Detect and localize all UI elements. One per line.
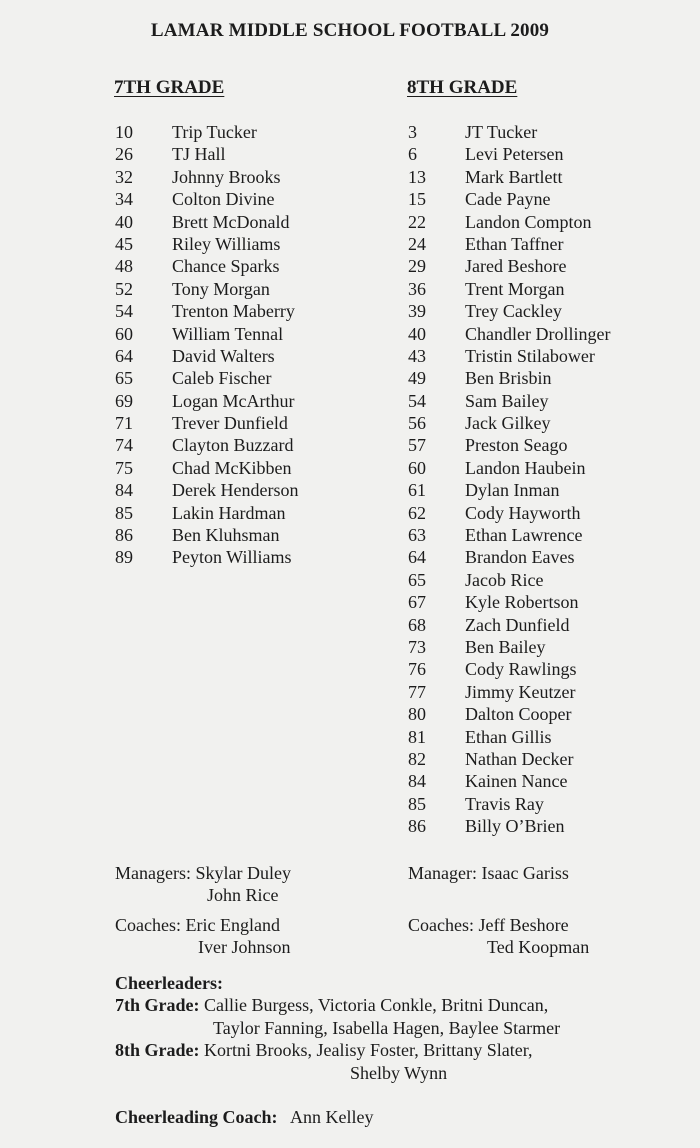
jersey-number: 40 [115, 211, 133, 232]
roster-row [408, 502, 610, 524]
jersey-number: 81 [408, 726, 426, 747]
roster-row [408, 211, 610, 233]
roster-row [115, 188, 298, 210]
jersey-number: 86 [408, 816, 426, 837]
jersey-number: 54 [408, 390, 426, 411]
roster-row [115, 367, 298, 389]
player-name: William Tennal [172, 323, 284, 344]
seventh-grade-heading: 7TH GRADE [114, 77, 225, 98]
jersey-number: 32 [115, 166, 133, 187]
player-name: Jimmy Keutzer [465, 681, 576, 702]
jersey-number: 39 [408, 301, 426, 322]
jersey-number: 3 [408, 122, 417, 142]
player-name: Jacob Rice [465, 569, 544, 590]
roster-row [115, 121, 298, 143]
player-name: Riley Williams [172, 233, 281, 254]
player-name: Dylan Inman [465, 480, 560, 501]
roster-row [115, 502, 298, 524]
player-name: Ethan Taffner [465, 233, 564, 254]
cheer-eighth-names: Kortni Brooks, Jealisy Foster, Brittany Slater, [204, 1040, 533, 1061]
jersey-number: 40 [408, 323, 426, 344]
jersey-number: 24 [408, 233, 426, 254]
manager-name: John Rice [207, 885, 279, 906]
player-name: Chandler Drollinger [465, 323, 611, 344]
cheer-coach-label: Cheerleading Coach [115, 1107, 272, 1127]
cheer-seventh-line: 7th Grade: Callie Burgess, Victoria Conkle, Britni Duncan, [115, 995, 549, 1016]
cheer-seventh-names: Callie Burgess, Victoria Conkle, Britni Duncan, [204, 995, 549, 1016]
seventh-coaches [115, 914, 291, 959]
roster-row [408, 188, 610, 210]
roster-row [115, 345, 298, 367]
roster-row [408, 143, 610, 165]
manager-name: Skylar Duley [195, 863, 291, 883]
coaches-label: Coaches: [408, 915, 474, 935]
roster-row [408, 748, 610, 770]
player-name: Caleb Fischer [172, 368, 272, 389]
player-name: Chad McKibben [172, 457, 292, 478]
cheerleaders-heading: Cheerleaders: [115, 973, 223, 993]
roster-row [408, 770, 610, 792]
player-name: JT Tucker [465, 122, 538, 142]
jersey-number: 52 [115, 278, 133, 299]
player-name: Preston Seago [465, 435, 568, 456]
coach-name: Jeff Beshore [478, 915, 569, 935]
roster-row [408, 703, 610, 725]
player-name: Nathan Decker [465, 748, 574, 769]
player-name: Tristin Stilabower [465, 345, 595, 366]
roster-row [408, 457, 610, 479]
jersey-number: 60 [408, 457, 426, 478]
roster-row [408, 278, 610, 300]
player-name: Mark Bartlett [465, 166, 563, 187]
player-name: Landon Compton [465, 211, 592, 232]
player-name: Ethan Lawrence [465, 525, 583, 546]
jersey-number: 85 [408, 793, 426, 814]
player-name: Brett McDonald [172, 211, 290, 232]
roster-row [115, 300, 298, 322]
cheer-seventh-names-cont: Taylor Fanning, Isabella Hagen, Baylee Starmer [213, 1017, 561, 1038]
cheer-coach-name: Ann Kelley [290, 1107, 374, 1127]
player-name: Kainen Nance [465, 771, 568, 792]
cheer-coach-line: Cheerleading Coach: Ann Kelley [115, 1107, 374, 1127]
roster-row [408, 412, 610, 434]
jersey-number: 13 [408, 166, 426, 187]
eighth-grade-roster [408, 121, 610, 838]
jersey-number: 77 [408, 681, 426, 702]
player-name: Cade Payne [465, 189, 551, 210]
eighth-manager [408, 862, 569, 884]
player-name: Ben Kluhsman [172, 525, 280, 546]
coach-name: Eric England [185, 915, 280, 935]
player-name: Cody Rawlings [465, 659, 577, 680]
player-name: Logan McArthur [172, 390, 295, 411]
roster-row [115, 457, 298, 479]
roster-row [408, 614, 610, 636]
jersey-number: 75 [115, 457, 133, 478]
roster-row [408, 479, 610, 501]
roster-row [408, 524, 610, 546]
player-name: Travis Ray [465, 793, 544, 814]
roster-row [115, 255, 298, 277]
roster-row [408, 345, 610, 367]
player-name: Ethan Gillis [465, 726, 552, 747]
jersey-number: 63 [408, 525, 426, 546]
jersey-number: 65 [115, 368, 133, 389]
roster-row [115, 412, 298, 434]
roster-row [408, 121, 610, 143]
jersey-number: 80 [408, 704, 426, 725]
jersey-number: 57 [408, 435, 426, 456]
roster-row [115, 546, 298, 568]
cheer-eighth-names-cont: Shelby Wynn [350, 1062, 448, 1083]
jersey-number: 26 [115, 144, 133, 165]
jersey-number: 69 [115, 390, 133, 411]
jersey-number: 65 [408, 569, 426, 590]
jersey-number: 74 [115, 435, 133, 456]
jersey-number: 49 [408, 368, 426, 389]
jersey-number: 86 [115, 525, 133, 546]
jersey-number: 67 [408, 592, 426, 613]
player-name: Tony Morgan [172, 278, 270, 299]
player-name: Brandon Eaves [465, 547, 575, 568]
coach-name: Ted Koopman [487, 937, 590, 958]
player-name: Clayton Buzzard [172, 435, 294, 456]
roster-row [408, 793, 610, 815]
jersey-number: 64 [115, 345, 133, 366]
eighth-coaches [408, 914, 589, 959]
seventh-grade-roster [115, 121, 298, 569]
roster-row [408, 233, 610, 255]
player-name: David Walters [172, 345, 275, 366]
jersey-number: 89 [115, 547, 133, 568]
managers-label: Managers: [115, 863, 191, 883]
jersey-number: 45 [115, 233, 133, 254]
player-name: Peyton Williams [172, 547, 292, 568]
roster-row [408, 300, 610, 322]
manager-label: Manager: [408, 863, 477, 883]
player-name: Lakin Hardman [172, 502, 286, 523]
jersey-number: 85 [115, 502, 133, 523]
jersey-number: 76 [408, 659, 426, 680]
roster-row [115, 143, 298, 165]
jersey-number: 82 [408, 748, 426, 769]
player-name: Ben Brisbin [465, 368, 552, 389]
player-name: Trip Tucker [172, 122, 257, 142]
roster-row [408, 815, 610, 837]
player-name: Landon Haubein [465, 457, 586, 478]
player-name: Cody Hayworth [465, 502, 581, 523]
roster-row [408, 591, 610, 613]
roster-row [115, 323, 298, 345]
jersey-number: 56 [408, 413, 426, 434]
roster-row [115, 233, 298, 255]
player-name: Trenton Maberry [172, 301, 295, 322]
jersey-number: 43 [408, 345, 426, 366]
coach-name: Iver Johnson [198, 937, 291, 958]
jersey-number: 71 [115, 413, 133, 434]
player-name: Levi Petersen [465, 144, 564, 165]
player-name: Kyle Robertson [465, 592, 579, 613]
player-name: Colton Divine [172, 189, 275, 210]
roster-row [408, 681, 610, 703]
jersey-number: 64 [408, 547, 426, 568]
jersey-number: 68 [408, 614, 426, 635]
roster-row [408, 726, 610, 748]
roster-row [115, 211, 298, 233]
roster-row [408, 569, 610, 591]
jersey-number: 36 [408, 278, 426, 299]
jersey-number: 84 [408, 771, 426, 792]
cheer-seventh-label: 7th Grade [115, 995, 194, 1016]
jersey-number: 10 [115, 122, 133, 142]
jersey-number: 6 [408, 144, 417, 165]
jersey-number: 60 [115, 323, 133, 344]
roster-row [408, 636, 610, 658]
roster-row [408, 166, 610, 188]
player-name: Zach Dunfield [465, 614, 570, 635]
player-name: Johnny Brooks [172, 166, 281, 187]
roster-row [115, 524, 298, 546]
roster-row [115, 166, 298, 188]
roster-row [408, 390, 610, 412]
page-title: LAMAR MIDDLE SCHOOL FOOTBALL 2009 [150, 20, 550, 41]
jersey-number: 15 [408, 189, 426, 210]
seventh-managers [115, 862, 291, 907]
player-name: TJ Hall [172, 144, 226, 165]
roster-row [408, 255, 610, 277]
roster-row [408, 323, 610, 345]
jersey-number: 84 [115, 480, 133, 501]
roster-row [115, 479, 298, 501]
jersey-number: 34 [115, 189, 133, 210]
roster-row [408, 546, 610, 568]
roster-row [408, 434, 610, 456]
jersey-number: 29 [408, 256, 426, 277]
player-name: Jared Beshore [465, 256, 567, 277]
roster-row [408, 658, 610, 680]
player-name: Dalton Cooper [465, 704, 572, 725]
player-name: Derek Henderson [172, 480, 299, 501]
roster-row [115, 390, 298, 412]
cheerleaders-section [115, 972, 560, 1084]
cheer-eighth-label: 8th Grade [115, 1040, 194, 1061]
roster-row [115, 434, 298, 456]
jersey-number: 62 [408, 502, 426, 523]
cheer-eighth-line: 8th Grade: Kortni Brooks, Jealisy Foster, Brittany Slater, [115, 1040, 533, 1061]
eighth-grade-heading: 8TH GRADE [407, 77, 518, 98]
player-name: Chance Sparks [172, 256, 280, 277]
roster-row [115, 278, 298, 300]
jersey-number: 22 [408, 211, 426, 232]
jersey-number: 73 [408, 636, 426, 657]
jersey-number: 48 [115, 256, 133, 277]
player-name: Trever Dunfield [172, 413, 288, 434]
roster-row [408, 367, 610, 389]
player-name: Trey Cackley [465, 301, 562, 322]
jersey-number: 61 [408, 480, 426, 501]
coaches-label: Coaches: [115, 915, 181, 935]
jersey-number: 54 [115, 301, 133, 322]
manager-name: Isaac Gariss [481, 863, 569, 883]
player-name: Sam Bailey [465, 390, 549, 411]
player-name: Billy O’Brien [465, 816, 565, 837]
player-name: Trent Morgan [465, 278, 565, 299]
player-name: Ben Bailey [465, 636, 546, 657]
player-name: Jack Gilkey [465, 413, 551, 434]
